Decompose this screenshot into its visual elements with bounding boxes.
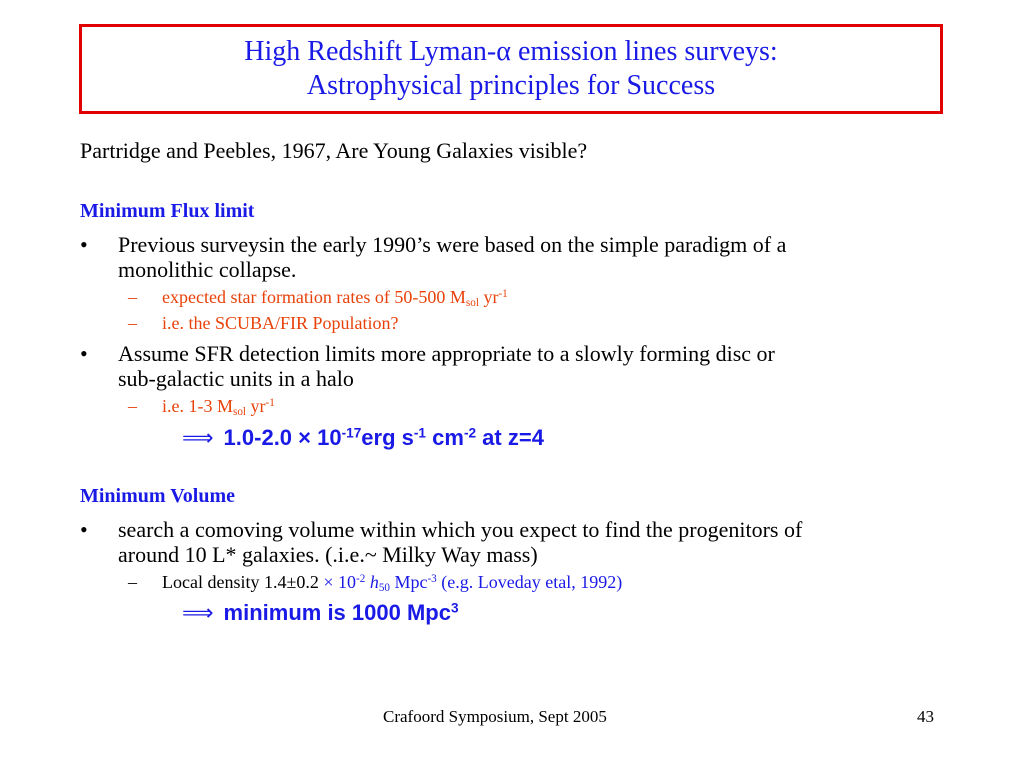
title-line-2: Astrophysical principles for Success [306,70,716,101]
sub-item-text: i.e. the SCUBA/FIR Population? [162,313,399,333]
bullet-dot: • [80,232,88,257]
title-line-1 [244,35,777,69]
sub-item-text: Local density $1.4\pm 0.2 \times 10^{-2}$ $h_{50}$ Mpc$^{-3}$ (e.g. Loveday etal, 1992) [162,572,623,594]
bullet-text: Previous surveysin the early 1990’s were based on the simple paradigm of a monolithic collapse. [118,232,787,282]
section-heading-volume: Minimum Volume [80,485,236,507]
dash-marker: – [128,313,137,333]
implies-arrow-icon: ⟹ [182,601,214,626]
bullet-text: Assume SFR detection limits more appropriate to a slowly forming disc or sub-galactic units in a halo [118,341,775,391]
dash-marker: – [128,572,137,592]
implies-minimum-volume: ⟹ minimum is 1000 Mpc$^3$ [182,600,459,626]
title-text-post: emission lines surveys: [510,36,778,67]
bullet-dot: • [80,517,88,542]
sub-item-text: i.e. 1-3 $M_{sol}$ $yr^{-1}$ [162,396,275,418]
section-heading-flux: Minimum Flux limit [80,200,255,222]
implies-flux-limit: ⟹ $1.0-2.0 \times 10^{-17}erg$ $s^{-1}$ $cm^{-2}$ at z=4 [182,425,544,451]
title-text-pre: High Redshift Lyman- [244,36,497,67]
footer-event: Crafoord Symposium, Sept 2005 [383,707,607,726]
sub-item-text: expected star formation rates of 50-500 $M_{sol}$ $yr^{-1}$ [162,287,508,309]
dash-marker: – [128,287,137,307]
intro-text: Partridge and Peebles, 1967, Are Young Galaxies visible? [80,138,588,163]
bullet-dot: • [80,341,88,366]
footer-page-number: 43 [917,707,934,726]
bullet-text: search a comoving volume within which you expect to find the progenitors of around 10 L* galaxies. (.i.e.~ Milky Way mass) [118,517,803,567]
implies-arrow-icon: ⟹ [182,426,214,451]
slide-title [79,24,943,114]
dash-marker: – [128,396,137,416]
alpha-symbol: α [496,36,511,67]
